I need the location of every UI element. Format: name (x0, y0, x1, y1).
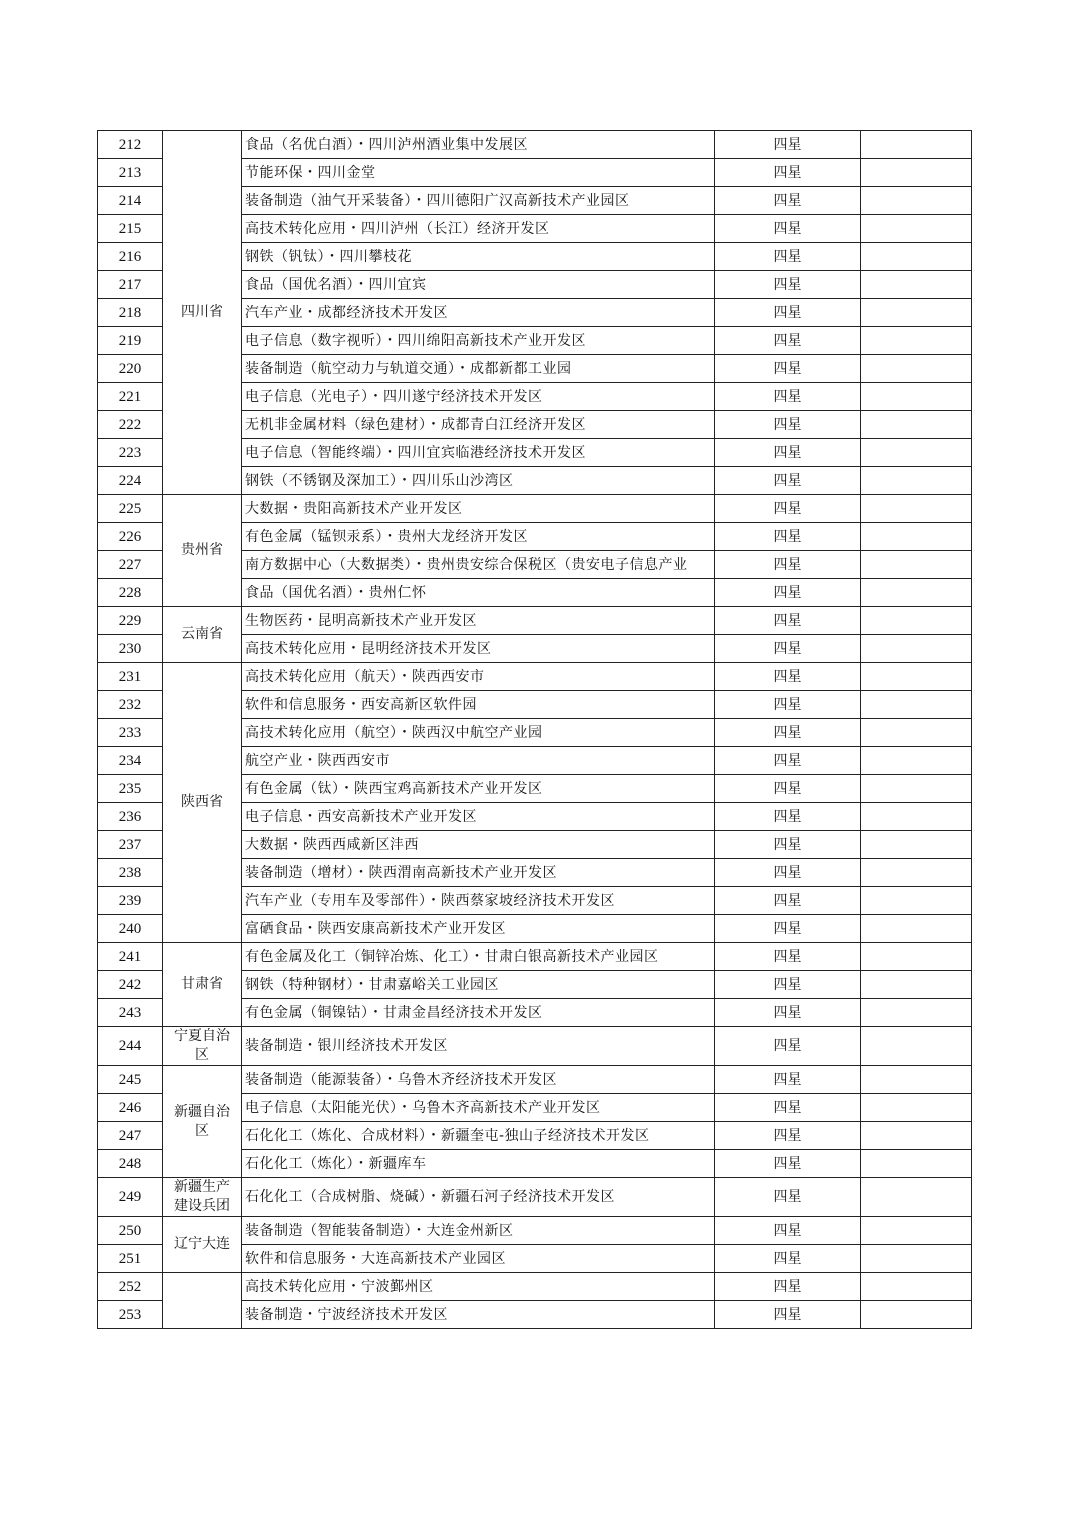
row-number: 223 (98, 439, 163, 467)
star-rating: 四星 (715, 1122, 861, 1150)
remarks-cell (861, 159, 972, 187)
star-rating: 四星 (715, 1245, 861, 1273)
star-rating: 四星 (715, 719, 861, 747)
remarks-cell (861, 523, 972, 551)
remarks-cell (861, 551, 972, 579)
star-rating: 四星 (715, 1217, 861, 1245)
park-name: 装备制造・银川经济技术开发区 (242, 1027, 715, 1066)
park-name: 有色金属（锰钡汞系）・贵州大龙经济开发区 (242, 523, 715, 551)
remarks-cell (861, 999, 972, 1027)
star-rating: 四星 (715, 999, 861, 1027)
row-number: 247 (98, 1122, 163, 1150)
park-name: 电子信息・西安高新技术产业开发区 (242, 803, 715, 831)
remarks-cell (861, 607, 972, 635)
park-name: 航空产业・陕西西安市 (242, 747, 715, 775)
park-name: 节能环保・四川金堂 (242, 159, 715, 187)
star-rating: 四星 (715, 495, 861, 523)
star-rating: 四星 (715, 327, 861, 355)
remarks-cell (861, 1066, 972, 1094)
remarks-cell (861, 1178, 972, 1217)
row-number: 250 (98, 1217, 163, 1245)
park-name: 汽车产业（专用车及零部件）・陕西蔡家坡经济技术开发区 (242, 887, 715, 915)
row-number: 221 (98, 383, 163, 411)
star-rating: 四星 (715, 775, 861, 803)
province-label: 甘肃省 (181, 976, 223, 992)
row-number: 214 (98, 187, 163, 215)
row-number: 232 (98, 691, 163, 719)
table-row (98, 607, 972, 635)
row-number: 244 (98, 1027, 163, 1066)
row-number: 228 (98, 579, 163, 607)
row-number: 233 (98, 719, 163, 747)
star-rating: 四星 (715, 467, 861, 495)
park-name: 富硒食品・陕西安康高新技术产业开发区 (242, 915, 715, 943)
park-name: 南方数据中心（大数据类）・贵州贵安综合保税区（贵安电子信息产业 (242, 551, 715, 579)
park-name: 无机非金属材料（绿色建材）・成都青白江经济开发区 (242, 411, 715, 439)
province-label: 宁夏自治区 (174, 1028, 230, 1063)
remarks-cell (861, 383, 972, 411)
star-rating: 四星 (715, 691, 861, 719)
remarks-cell (861, 831, 972, 859)
star-rating: 四星 (715, 439, 861, 467)
remarks-cell (861, 215, 972, 243)
park-list-table (97, 130, 972, 1329)
remarks-cell (861, 411, 972, 439)
park-name: 电子信息（数字视听）・四川绵阳高新技术产业开发区 (242, 327, 715, 355)
row-number: 226 (98, 523, 163, 551)
remarks-cell (861, 131, 972, 159)
table-row (98, 1217, 972, 1245)
park-name: 装备制造（增材）・陕西渭南高新技术产业开发区 (242, 859, 715, 887)
row-number: 252 (98, 1273, 163, 1301)
row-number: 227 (98, 551, 163, 579)
province-cell (163, 1178, 242, 1217)
remarks-cell (861, 271, 972, 299)
star-rating: 四星 (715, 1150, 861, 1178)
table-row (98, 1273, 972, 1301)
park-name: 大数据・贵阳高新技术产业开发区 (242, 495, 715, 523)
province-label: 新疆生产建设兵团 (174, 1179, 230, 1214)
star-rating: 四星 (715, 1066, 861, 1094)
star-rating: 四星 (715, 1301, 861, 1329)
park-name: 电子信息（光电子）・四川遂宁经济技术开发区 (242, 383, 715, 411)
row-number: 217 (98, 271, 163, 299)
table-row (98, 1027, 972, 1066)
remarks-cell (861, 299, 972, 327)
row-number: 219 (98, 327, 163, 355)
remarks-cell (861, 243, 972, 271)
row-number: 237 (98, 831, 163, 859)
row-number: 225 (98, 495, 163, 523)
row-number: 253 (98, 1301, 163, 1329)
row-number: 215 (98, 215, 163, 243)
remarks-cell (861, 775, 972, 803)
park-name: 有色金属及化工（铜锌冶炼、化工）・甘肃白银高新技术产业园区 (242, 943, 715, 971)
star-rating: 四星 (715, 1094, 861, 1122)
remarks-cell (861, 971, 972, 999)
remarks-cell (861, 803, 972, 831)
star-rating: 四星 (715, 635, 861, 663)
star-rating: 四星 (715, 579, 861, 607)
park-name: 食品（名优白酒）・四川泸州酒业集中发展区 (242, 131, 715, 159)
remarks-cell (861, 1301, 972, 1329)
remarks-cell (861, 719, 972, 747)
star-rating: 四星 (715, 831, 861, 859)
province-cell (163, 943, 242, 1027)
remarks-cell (861, 495, 972, 523)
park-name: 装备制造・宁波经济技术开发区 (242, 1301, 715, 1329)
park-name: 钢铁（钒钛）・四川攀枝花 (242, 243, 715, 271)
park-name: 装备制造（油气开采装备）・四川德阳广汉高新技术产业园区 (242, 187, 715, 215)
star-rating: 四星 (715, 747, 861, 775)
star-rating: 四星 (715, 971, 861, 999)
star-rating: 四星 (715, 383, 861, 411)
park-name: 食品（国优名酒）・贵州仁怀 (242, 579, 715, 607)
remarks-cell (861, 1273, 972, 1301)
remarks-cell (861, 187, 972, 215)
remarks-cell (861, 1027, 972, 1066)
star-rating: 四星 (715, 551, 861, 579)
row-number: 231 (98, 663, 163, 691)
remarks-cell (861, 663, 972, 691)
province-cell (163, 1273, 242, 1329)
remarks-cell (861, 327, 972, 355)
row-number: 239 (98, 887, 163, 915)
star-rating: 四星 (715, 663, 861, 691)
park-name: 高技术转化应用・宁波鄞州区 (242, 1273, 715, 1301)
remarks-cell (861, 747, 972, 775)
remarks-cell (861, 1245, 972, 1273)
star-rating: 四星 (715, 887, 861, 915)
star-rating: 四星 (715, 1178, 861, 1217)
table-row (98, 943, 972, 971)
row-number: 216 (98, 243, 163, 271)
star-rating: 四星 (715, 607, 861, 635)
row-number: 235 (98, 775, 163, 803)
remarks-cell (861, 1217, 972, 1245)
park-name: 软件和信息服务・西安高新区软件园 (242, 691, 715, 719)
province-label: 四川省 (181, 304, 223, 320)
row-number: 212 (98, 131, 163, 159)
remarks-cell (861, 579, 972, 607)
row-number: 218 (98, 299, 163, 327)
row-number: 248 (98, 1150, 163, 1178)
table-body (98, 131, 972, 1329)
province-label: 陕西省 (181, 794, 223, 810)
star-rating: 四星 (715, 243, 861, 271)
park-name: 钢铁（特种钢材）・甘肃嘉峪关工业园区 (242, 971, 715, 999)
row-number: 234 (98, 747, 163, 775)
row-number: 224 (98, 467, 163, 495)
park-name: 石化化工（炼化、合成材料）・新疆奎屯-独山子经济技术开发区 (242, 1122, 715, 1150)
star-rating: 四星 (715, 187, 861, 215)
park-name: 装备制造（能源装备）・乌鲁木齐经济技术开发区 (242, 1066, 715, 1094)
table-row (98, 1178, 972, 1217)
province-cell (163, 1027, 242, 1066)
park-name: 电子信息（智能终端）・四川宜宾临港经济技术开发区 (242, 439, 715, 467)
row-number: 243 (98, 999, 163, 1027)
star-rating: 四星 (715, 159, 861, 187)
province-cell (163, 607, 242, 663)
remarks-cell (861, 887, 972, 915)
star-rating: 四星 (715, 271, 861, 299)
star-rating: 四星 (715, 131, 861, 159)
remarks-cell (861, 1122, 972, 1150)
remarks-cell (861, 439, 972, 467)
park-name: 石化化工（炼化）・新疆库车 (242, 1150, 715, 1178)
remarks-cell (861, 355, 972, 383)
star-rating: 四星 (715, 803, 861, 831)
park-name: 大数据・陕西西咸新区沣西 (242, 831, 715, 859)
star-rating: 四星 (715, 1027, 861, 1066)
table-row (98, 1066, 972, 1094)
remarks-cell (861, 915, 972, 943)
remarks-cell (861, 1094, 972, 1122)
park-name: 高技术转化应用（航空）・陕西汉中航空产业园 (242, 719, 715, 747)
row-number: 236 (98, 803, 163, 831)
row-number: 229 (98, 607, 163, 635)
row-number: 213 (98, 159, 163, 187)
remarks-cell (861, 859, 972, 887)
row-number: 241 (98, 943, 163, 971)
row-number: 251 (98, 1245, 163, 1273)
star-rating: 四星 (715, 355, 861, 383)
remarks-cell (861, 691, 972, 719)
province-cell (163, 663, 242, 943)
star-rating: 四星 (715, 943, 861, 971)
province-cell (163, 1217, 242, 1273)
star-rating: 四星 (715, 299, 861, 327)
table-row (98, 495, 972, 523)
remarks-cell (861, 467, 972, 495)
row-number: 238 (98, 859, 163, 887)
star-rating: 四星 (715, 915, 861, 943)
table-row (98, 663, 972, 691)
province-cell (163, 495, 242, 607)
row-number: 242 (98, 971, 163, 999)
park-name: 钢铁（不锈钢及深加工）・四川乐山沙湾区 (242, 467, 715, 495)
park-name: 食品（国优名酒）・四川宜宾 (242, 271, 715, 299)
park-name: 高技术转化应用・昆明经济技术开发区 (242, 635, 715, 663)
row-number: 222 (98, 411, 163, 439)
star-rating: 四星 (715, 411, 861, 439)
province-label: 辽宁大连 (174, 1236, 230, 1252)
province-label: 云南省 (181, 626, 223, 642)
province-cell (163, 131, 242, 495)
park-name: 高技术转化应用（航天）・陕西西安市 (242, 663, 715, 691)
row-number: 220 (98, 355, 163, 383)
table-row (98, 131, 972, 159)
province-label: 新疆自治区 (174, 1103, 230, 1139)
park-name: 有色金属（铜镍钴）・甘肃金昌经济技术开发区 (242, 999, 715, 1027)
remarks-cell (861, 943, 972, 971)
province-cell (163, 1066, 242, 1178)
star-rating: 四星 (715, 1273, 861, 1301)
park-name: 汽车产业・成都经济技术开发区 (242, 299, 715, 327)
row-number: 230 (98, 635, 163, 663)
park-name: 装备制造（航空动力与轨道交通）・成都新都工业园 (242, 355, 715, 383)
park-name: 软件和信息服务・大连高新技术产业园区 (242, 1245, 715, 1273)
row-number: 240 (98, 915, 163, 943)
remarks-cell (861, 635, 972, 663)
row-number: 246 (98, 1094, 163, 1122)
province-label: 贵州省 (181, 542, 223, 558)
row-number: 249 (98, 1178, 163, 1217)
remarks-cell (861, 1150, 972, 1178)
row-number: 245 (98, 1066, 163, 1094)
star-rating: 四星 (715, 215, 861, 243)
park-name: 石化化工（合成树脂、烧碱）・新疆石河子经济技术开发区 (242, 1178, 715, 1217)
park-name: 有色金属（钛）・陕西宝鸡高新技术产业开发区 (242, 775, 715, 803)
star-rating: 四星 (715, 523, 861, 551)
park-name: 生物医药・昆明高新技术产业开发区 (242, 607, 715, 635)
star-rating: 四星 (715, 859, 861, 887)
park-name: 高技术转化应用・四川泸州（长江）经济开发区 (242, 215, 715, 243)
park-name: 电子信息（太阳能光伏）・乌鲁木齐高新技术产业开发区 (242, 1094, 715, 1122)
park-name: 装备制造（智能装备制造）・大连金州新区 (242, 1217, 715, 1245)
